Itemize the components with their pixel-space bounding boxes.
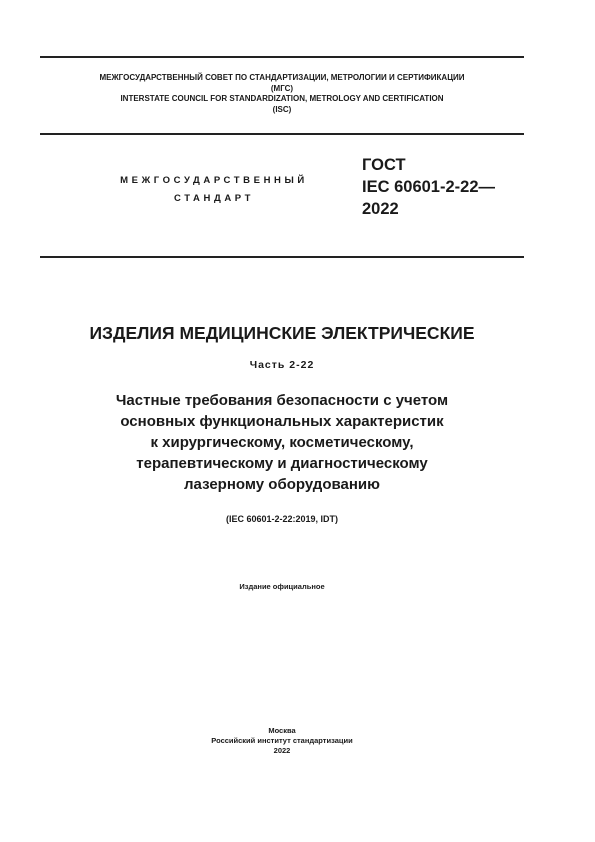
- standard-type: [86, 172, 342, 208]
- standard-type-line-1: МЕЖГОСУДАРСТВЕННЫЙ: [120, 175, 308, 186]
- designation-line-2: IEC 60601-2-22—: [362, 178, 495, 196]
- standard-type-line-2: СТАНДАРТ: [174, 193, 254, 204]
- iec-reference: (IEC 60601-2-22:2019, IDT): [225, 514, 339, 524]
- council-name-ru: МЕЖГОСУДАРСТВЕННЫЙ СОВЕТ ПО СТАНДАРТИЗАЦИИ, МЕТРОЛОГИИ И СЕРТИФИКАЦИИ: [99, 73, 465, 82]
- council-abbr-en: (ISC): [272, 104, 292, 114]
- document-title: ИЗДЕЛИЯ МЕДИЦИНСКИЕ ЭЛЕКТРИЧЕСКИЕ: [89, 323, 475, 343]
- subtitle-line-5: лазерному оборудованию: [184, 476, 380, 493]
- subtitle-line-4: терапевтическому и диагностическому: [136, 455, 428, 472]
- edition-note: Издание официальное: [239, 582, 325, 591]
- publisher-institute: Российский институт стандартизации: [211, 736, 353, 745]
- council-rule: [40, 133, 524, 135]
- subtitle-line-1: Частные требования безопасности с учетом: [115, 392, 449, 409]
- subtitle-line-2: основных функциональных характеристик: [120, 413, 444, 430]
- top-rule: [40, 56, 524, 58]
- council-abbr-ru: (МГС): [270, 83, 294, 93]
- publisher-block: [40, 726, 524, 756]
- part-number: Часть 2-22: [249, 359, 315, 371]
- council-block: [40, 73, 524, 115]
- middle-rule: [40, 256, 524, 258]
- council-name-en: INTERSTATE COUNCIL FOR STANDARDIZATION, METROLOGY AND CERTIFICATION: [120, 94, 444, 103]
- publisher-city: Москва: [268, 726, 296, 735]
- document-subtitle: [40, 390, 524, 495]
- publisher-year: 2022: [273, 746, 291, 755]
- standard-designation: [362, 154, 495, 220]
- designation-line-1: ГОСТ: [362, 156, 406, 174]
- subtitle-line-3: к хирургическому, косметическому,: [150, 434, 414, 451]
- designation-line-3: 2022: [362, 200, 399, 218]
